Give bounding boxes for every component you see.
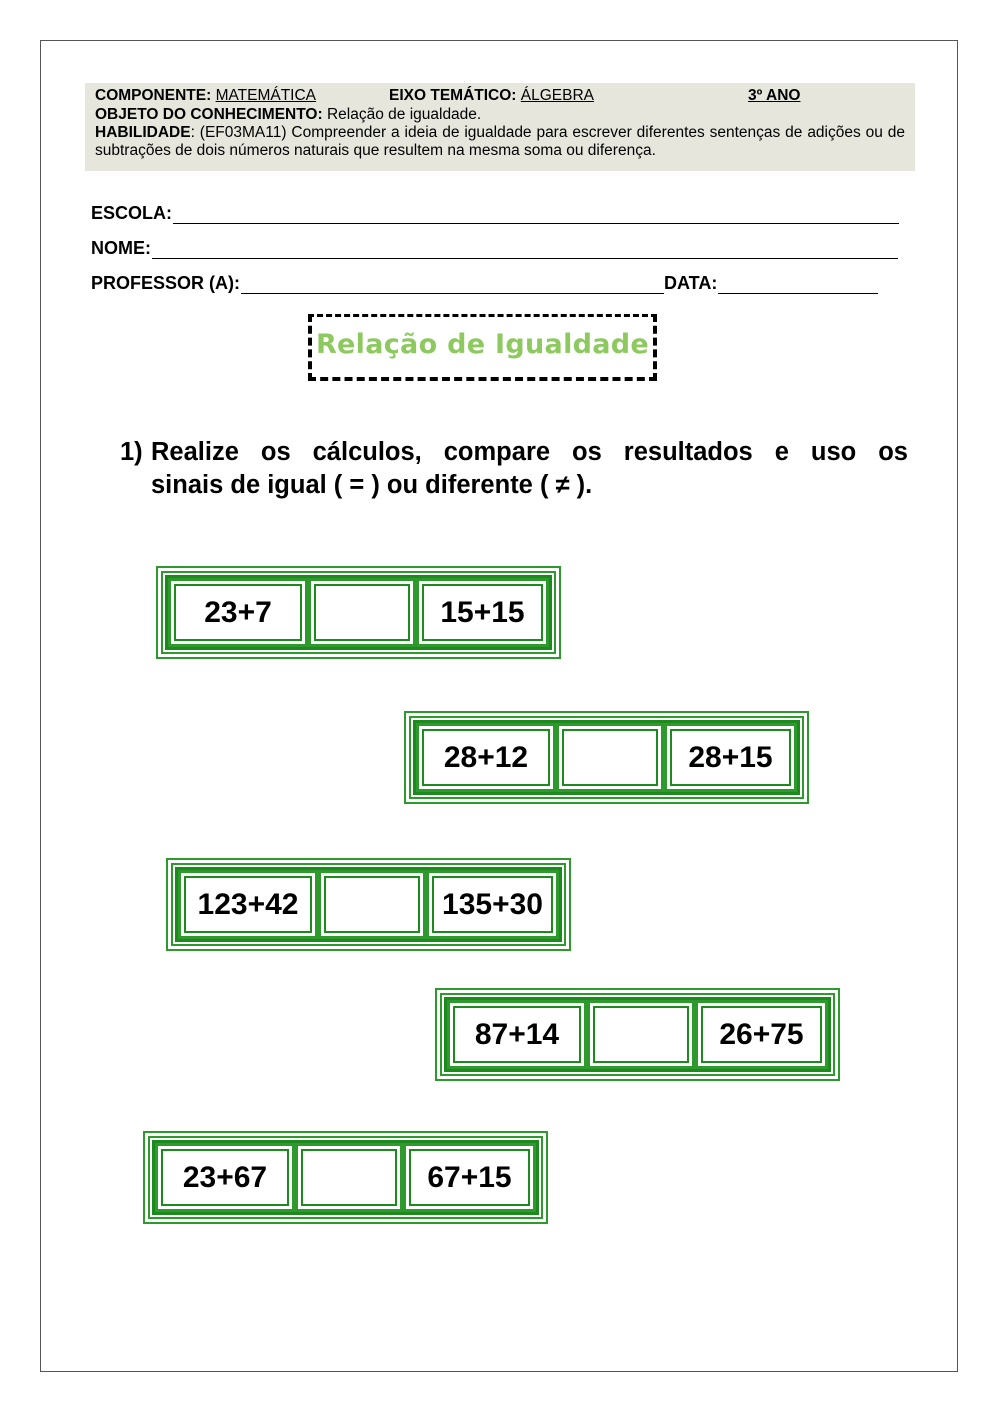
header-row-componente [95, 87, 905, 106]
title-box [308, 314, 657, 381]
question-word: Realize [151, 438, 239, 466]
right-expression-cell [695, 1000, 828, 1069]
left-expression: 23+7 [174, 584, 302, 641]
objeto-row [95, 106, 905, 124]
objeto-label: OBJETO DO CONHECIMENTO: [95, 106, 323, 123]
componente-label: COMPONENTE: [95, 87, 212, 104]
right-expression-cell [403, 1143, 536, 1212]
question-word: cálculos, [312, 438, 422, 466]
question-word: uso [810, 438, 857, 466]
exercise-row [166, 858, 571, 951]
componente-value: MATEMÁTICA [215, 87, 317, 104]
answer-cell[interactable] [295, 1143, 403, 1212]
exercise-row [435, 988, 840, 1081]
question-word: e [774, 438, 789, 466]
exercise-row [404, 711, 809, 804]
right-expression-cell [426, 870, 559, 939]
data-blank[interactable] [718, 277, 878, 294]
escola-blank[interactable] [173, 207, 899, 224]
answer-cell[interactable] [556, 723, 664, 792]
eixo [389, 87, 594, 105]
right-expression: 135+30 [432, 876, 553, 933]
left-expression-cell [447, 1000, 587, 1069]
professor-line[interactable] [91, 273, 878, 294]
nome-line[interactable] [91, 238, 898, 259]
answer-cell[interactable] [587, 1000, 695, 1069]
left-expression: 123+42 [184, 876, 312, 933]
answer-box[interactable] [593, 1006, 689, 1063]
nome-blank[interactable] [152, 242, 898, 259]
left-expression-cell [416, 723, 556, 792]
right-expression: 28+15 [670, 729, 791, 786]
question-line-1 [151, 436, 908, 469]
answer-box[interactable] [301, 1149, 397, 1206]
question-1 [120, 436, 908, 502]
right-expression-cell [664, 723, 797, 792]
left-expression-cell [155, 1143, 295, 1212]
left-expression-cell [178, 870, 318, 939]
left-expression-cell [168, 578, 308, 647]
right-expression: 67+15 [409, 1149, 530, 1206]
escola-label: ESCOLA: [91, 203, 172, 223]
question-word: os [260, 438, 291, 466]
habilidade-row [95, 124, 905, 160]
question-number: 1) [120, 438, 143, 466]
answer-box[interactable] [562, 729, 658, 786]
escola-line[interactable] [91, 203, 899, 224]
objeto-value: Relação de igualdade. [326, 106, 482, 123]
answer-box[interactable] [314, 584, 410, 641]
question-word: compare [443, 438, 551, 466]
question-word: os [572, 438, 602, 466]
nome-label: NOME: [91, 238, 151, 258]
componente [95, 87, 316, 105]
worksheet-title: Relação de Igualdade [315, 329, 650, 360]
question-word: os [878, 438, 908, 466]
professor-blank[interactable] [241, 277, 664, 294]
left-expression: 23+67 [161, 1149, 289, 1206]
answer-cell[interactable] [318, 870, 426, 939]
exercise-row [143, 1131, 548, 1224]
right-expression: 26+75 [701, 1006, 822, 1063]
data-label: DATA: [664, 273, 718, 293]
question-text [151, 436, 908, 502]
ano-label: 3º ANO [748, 87, 801, 104]
answer-cell[interactable] [308, 578, 416, 647]
answer-box[interactable] [324, 876, 420, 933]
right-expression: 15+15 [422, 584, 543, 641]
left-expression: 87+14 [453, 1006, 581, 1063]
exercise-row [156, 566, 561, 659]
left-expression: 28+12 [422, 729, 550, 786]
professor-label: PROFESSOR (A): [91, 273, 241, 293]
question-word: resultados [623, 438, 753, 466]
header-box [85, 83, 915, 171]
habilidade-text: : (EF03MA11) Compreender a ideia de igualdade para escrever diferentes sentenças de adições ou de subtrações de dois números naturais que resultem na mesma soma ou diferença. [95, 124, 905, 159]
question-line-2: sinais de igual ( = ) ou diferente ( ≠ ). [151, 471, 593, 499]
eixo-label: EIXO TEMÁTICO: [389, 87, 517, 104]
eixo-value: ÁLGEBRA [520, 87, 594, 104]
habilidade-label: HABILIDADE [95, 124, 191, 141]
right-expression-cell [416, 578, 549, 647]
